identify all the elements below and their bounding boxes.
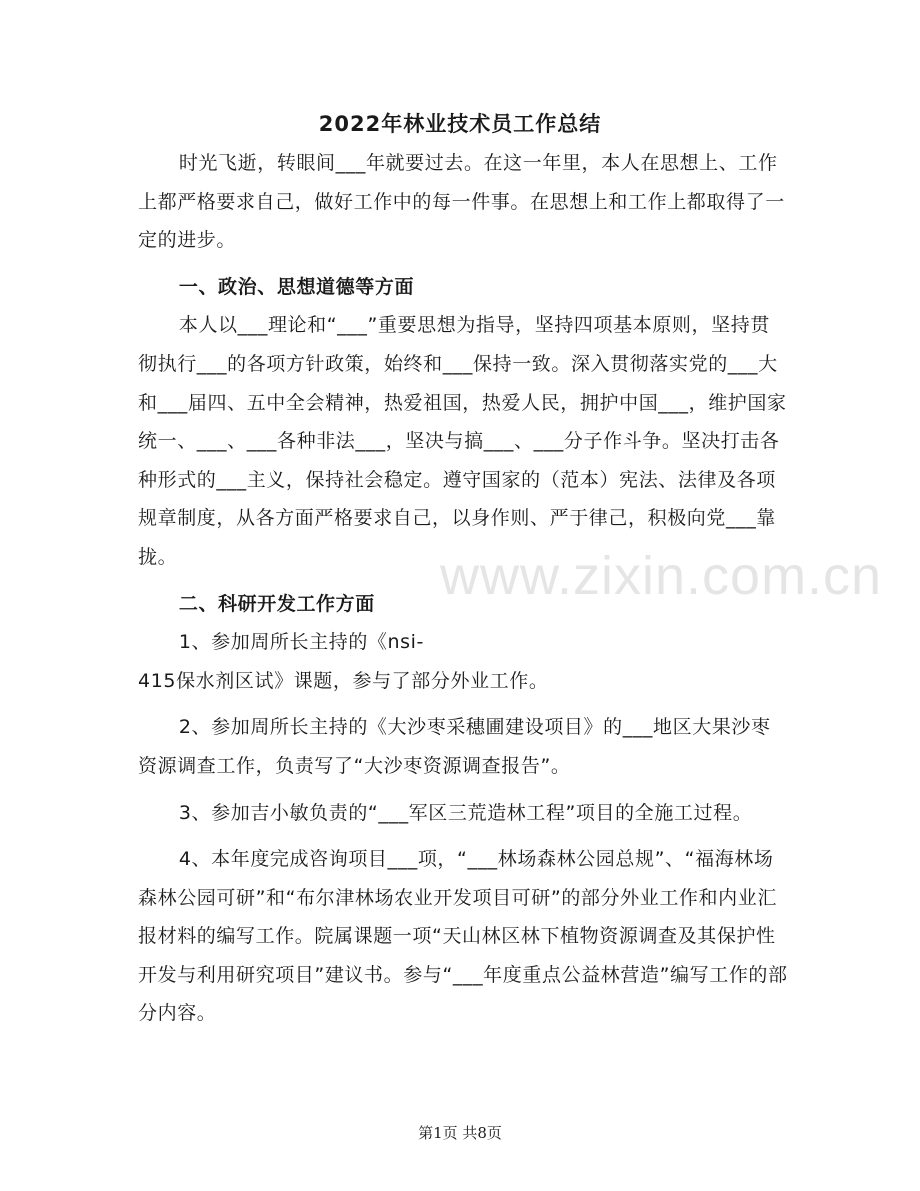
research-item-4: 4、本年度完成咨询项目___项，“___林场森林公园总规”、“福海林场森林公园可研”和“布尔津林场农业开发项目可研”的部分外业工作和内业汇报材料的编写工作。院属课题一项“天山林区林下植物资源调查及其保护性开发与利用研究项目”建议书。参与“___年度重点公益林营造”编写工作的部分内容。 bbox=[138, 848, 788, 1025]
section-heading-research: 二、科研开发工作方面 bbox=[178, 592, 375, 615]
watermark: www.zixin.com.cn bbox=[440, 546, 883, 606]
research-item-2: 2、参加周所长主持的《大沙枣采穗圃建设项目》的___地区大果沙枣资源调查工作，负责写了“大沙枣资源调查报告”。 bbox=[138, 716, 771, 777]
research-item-1-line-2: 415保水剂区试》课题，参与了部分外业工作。 bbox=[138, 669, 549, 692]
politics-paragraph: 本人以___理论和“___”重要思想为指导，坚持四项基本原则，坚持贯彻执行___的各项方针政策，始终和___保持一致。深入贯彻落实党的___大和___届四、五中全会精神，热爱祖国，热爱人民，拥护中国___，维护国家统一、___、___各种非法___，坚决与搞___、___分子作斗争。坚决打击各种形式的___主义，保持社会稳定。遵守国家的（范本）宪法、法律及各项规章制度，从各方面严格要求自己，以身作则、严于律己，积极向党___靠拢。 bbox=[138, 314, 787, 568]
section-heading-politics: 一、政治、思想道德等方面 bbox=[178, 275, 415, 298]
page-number: 第1页 共8页 bbox=[418, 1124, 502, 1142]
research-item-3: 3、参加吉小敏负责的“___军区三荒造林工程”项目的全施工过程。 bbox=[178, 801, 753, 824]
document-title: 2022年林业技术员工作总结 bbox=[318, 112, 602, 136]
research-item-1-line-1: 1、参加周所长主持的《nsi- bbox=[178, 631, 425, 654]
document-body bbox=[138, 144, 788, 1033]
intro-paragraph: 时光飞逝，转眼间___年就要过去。在这一年里，本人在思想上、工作上都严格要求自己，做好工作中的每一件事。在思想上和工作上都取得了一定的进步。 bbox=[138, 152, 785, 252]
